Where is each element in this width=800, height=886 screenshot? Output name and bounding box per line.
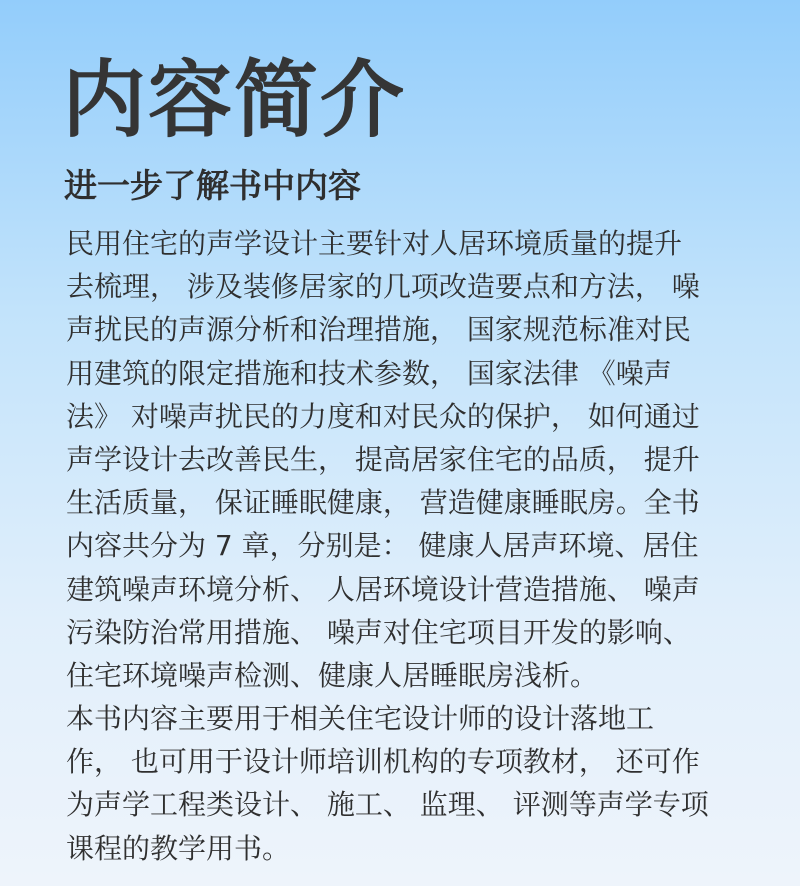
intro-line: 声扰民的声源分析和治理措施， 国家规范标准对民	[66, 313, 691, 347]
page-title: 内容简介	[62, 51, 407, 149]
intro-line: 法》 对噪声扰民的力度和对民众的保护， 如何通过	[66, 399, 700, 433]
intro-line: 本书内容主要用于相关住宅设计师的设计落地工	[66, 702, 655, 736]
intro-line: 内容共分为 7 章，分别是： 健康人居声环境、居住	[66, 529, 699, 563]
intro-line: 作， 也可用于设计师培训机构的专项教材， 还可作	[66, 745, 700, 779]
intro-line: 去梳理， 涉及装修居家的几项改造要点和方法， 噪	[66, 270, 700, 304]
intro-line: 为声学工程类设计、 施工、 监理、 评测等声学专项	[66, 788, 709, 822]
intro-line: 住宅环境噪声检测、健康人居睡眠房浅析。	[66, 658, 599, 692]
intro-line: 污染防治常用措施、 噪声对住宅项目开发的影响、	[66, 615, 691, 649]
intro-line: 民用住宅的声学设计主要针对人居环境质量的提升	[66, 227, 683, 260]
intro-line: 课程的教学用书。	[66, 831, 291, 865]
intro-line: 生活质量， 保证睡眠健康， 营造健康睡眠房。全书	[66, 486, 700, 520]
intro-line: 建筑噪声环境分析、 人居环境设计营造措施、 噪声	[66, 572, 700, 606]
intro-line: 声学设计去改善民生， 提高居家住宅的品质， 提升	[66, 442, 700, 476]
page-subtitle: 进一步了解书中内容	[64, 166, 361, 205]
intro-line: 用建筑的限定措施和技术参数， 国家法律 《噪声	[66, 356, 672, 390]
intro-body	[66, 222, 746, 870]
